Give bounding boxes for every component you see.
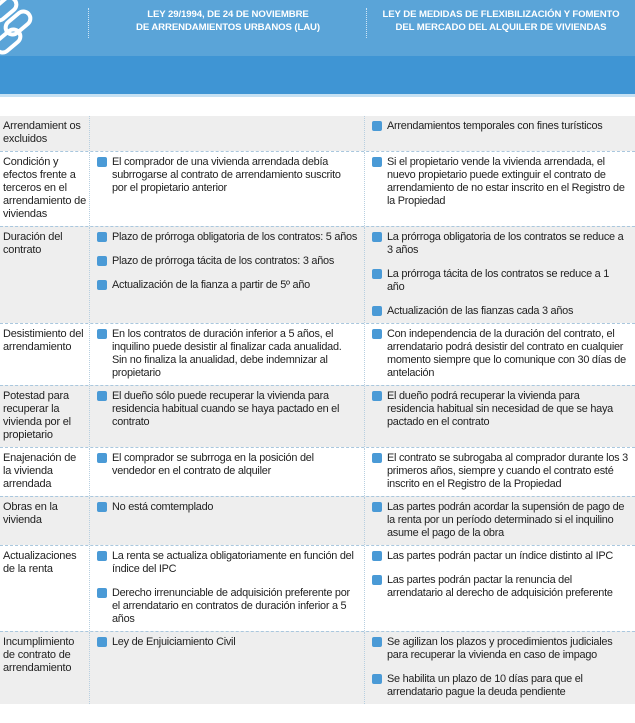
square-bullet-icon [372,575,382,585]
square-bullet-icon [372,306,382,316]
lau-cell [89,227,364,323]
item-text: El comprador de una vivienda arrendada debía subrrogarse al contrato de arrendamiento suscrito por el propietario anterior [112,156,341,194]
header-separator [366,8,367,38]
square-bullet-icon [97,588,107,598]
list-item [371,328,629,380]
item-text: Se habilita un plazo de 10 días para que el arrendatario pague la deuda pendiente [387,673,583,698]
list-item [96,255,358,268]
new-law-cell [364,116,635,151]
item-text: El dueño sólo puede recuperar la vivienda para residencia habitual cuando se haya pactado en el contrato [112,390,340,428]
list-item [96,231,358,244]
table-row [0,323,635,385]
table-row [0,545,635,631]
item-text: Con independencia de la duración del contrato, el arrendatario podrá desistir del contrato en cualquier momento siempre que lo comunique con 30 días de antelación [387,328,626,379]
square-bullet-icon [97,329,107,339]
list-item [96,501,358,514]
item-text: La prórroga tácita de los contratos se reduce a 1 año [387,268,610,293]
square-bullet-icon [372,551,382,561]
item-text: Actualización de las fianzas cada 3 años [387,305,574,317]
square-bullet-icon [97,453,107,463]
new-law-cell [364,448,635,496]
list-item [96,452,358,478]
item-text: En los contratos de duración inferior a 5 años, el inquilino puede desistir al finalizar cada anualidad. Sin no finaliza la anualidad, debe indemnizar al propietario [112,328,342,379]
square-bullet-icon [372,502,382,512]
new-law-cell [364,386,635,447]
item-text: Plazo de prórroga tácita de los contratos: 3 años [112,255,335,267]
square-bullet-icon [97,232,107,242]
item-text: Las partes podrán pactar un índice distinto al IPC [387,550,614,562]
row-label: Enajenación de la vivienda arrendada [3,452,77,490]
list-item [371,305,629,318]
list-item [96,587,358,626]
item-text: No está comtemplado [112,501,214,513]
square-bullet-icon [372,269,382,279]
list-item [96,156,358,195]
list-item [96,636,358,649]
new-law-cell [364,227,635,323]
row-label: Incumplimiento de contrato de arrendamiento [3,636,75,674]
row-label: Desistimiento del arrendamiento [3,328,84,353]
new-law-cell [364,497,635,545]
item-text: El contrato se subrogaba al comprador durante los 3 primeros años, siempre y cuando el contrato esté inscrito en el Registro de la Propiedad [387,452,628,490]
square-bullet-icon [97,502,107,512]
list-item [371,231,629,257]
item-text: Arrendamientos temporales con fines turísticos [387,120,603,132]
row-label: Actualizaciones de la renta [3,550,77,575]
comparison-table [0,116,635,704]
table-row [0,151,635,226]
list-item [371,501,629,540]
square-bullet-icon [372,453,382,463]
table-row [0,496,635,545]
row-label: Potestad para recuperar la vivienda por el propietario [3,390,71,441]
row-label: Duración del contrato [3,231,63,256]
list-item [96,328,358,380]
item-text: Las partes podrán pactar la renuncia del arrendatario al derecho de adquisición preferente [387,574,613,599]
item-text: Las partes podrán acordar la supensión de pago de la renta por un período determinado si el inquilino asume el pago de la obra [387,501,625,539]
list-item [96,550,358,576]
square-bullet-icon [372,157,382,167]
table-row [0,385,635,447]
lau-cell [89,324,364,385]
list-item [371,574,629,600]
list-item [371,268,629,294]
header-separator [88,8,89,38]
row-label: Obras en la vivienda [3,501,58,526]
item-text: El comprador se subrroga en la posición del vendedor en el contrato de alquiler [112,452,314,477]
header-bar [0,0,635,56]
list-item [371,550,629,563]
list-item [371,120,629,133]
table-row [0,447,635,496]
item-text: Se agilizan los plazos y procedimientos judiciales para recuperar la vivienda en caso de impago [387,636,613,661]
list-item [371,452,629,491]
list-item [96,390,358,429]
square-bullet-icon [372,329,382,339]
list-item [371,673,629,699]
lau-cell [89,546,364,631]
header-band [0,56,635,94]
item-text: La renta se actualiza obligatoriamente en función del índice del IPC [112,550,354,575]
item-text: Plazo de prórroga obligatoria de los contratos: 5 años [112,231,358,243]
row-label: Condición y efectos frente a terceros en el arrendamiento de viviendas [3,156,87,220]
table-row [0,631,635,704]
list-item [371,156,629,208]
square-bullet-icon [97,551,107,561]
new-law-cell [364,632,635,704]
header-stripe [0,94,635,97]
new-law-cell [364,324,635,385]
square-bullet-icon [372,121,382,131]
column-title-nueva-ley: LEY DE MEDIDAS DE FLEXIBILIZACIÓN Y FOMENTO DEL MERCADO DEL ALQUILER DE VIVIENDAS [382,9,620,33]
square-bullet-icon [97,256,107,266]
list-item [96,279,358,292]
table-row [0,116,635,151]
list-item [371,390,629,429]
lau-cell [89,632,364,704]
square-bullet-icon [97,280,107,290]
lau-cell [89,497,364,545]
lau-cell [89,152,364,226]
square-bullet-icon [372,637,382,647]
item-text: Actualización de la fianza a partir de 5º año [112,279,310,291]
lau-cell [89,116,364,151]
lau-cell [89,448,364,496]
item-text: La prórroga obligatoria de los contratos se reduce a 3 años [387,231,624,256]
square-bullet-icon [372,674,382,684]
column-title-lau: LEY 29/1994, DE 24 DE NOVIEMBRE DE ARRENDAMIENTOS URBANOS (LAU) [136,9,320,33]
item-text: Si el propietario vende la vivienda arrendada, el nuevo propietario puede extinguir el contrato de arrendamiento de no estar inscrito en el Registro de la Propiedad [387,156,625,207]
table-row [0,226,635,323]
lau-cell [89,386,364,447]
square-bullet-icon [97,157,107,167]
square-bullet-icon [97,637,107,647]
row-label: Arrendamient os excluidos [3,120,81,145]
item-text: Derecho irrenunciable de adquisición preferente por el arrendatario en contratos de duración inferior a 5 años [112,587,350,625]
square-bullet-icon [97,391,107,401]
square-bullet-icon [372,232,382,242]
new-law-cell [364,546,635,631]
item-text: Ley de Enjuiciamiento Civil [112,636,236,648]
chain-link-icon [0,0,48,56]
item-text: El dueño podrá recuperar la vivienda para residencia habitual sin necesidad de que se haya pactado en el contrato [387,390,613,428]
new-law-cell [364,152,635,226]
square-bullet-icon [372,391,382,401]
list-item [371,636,629,662]
